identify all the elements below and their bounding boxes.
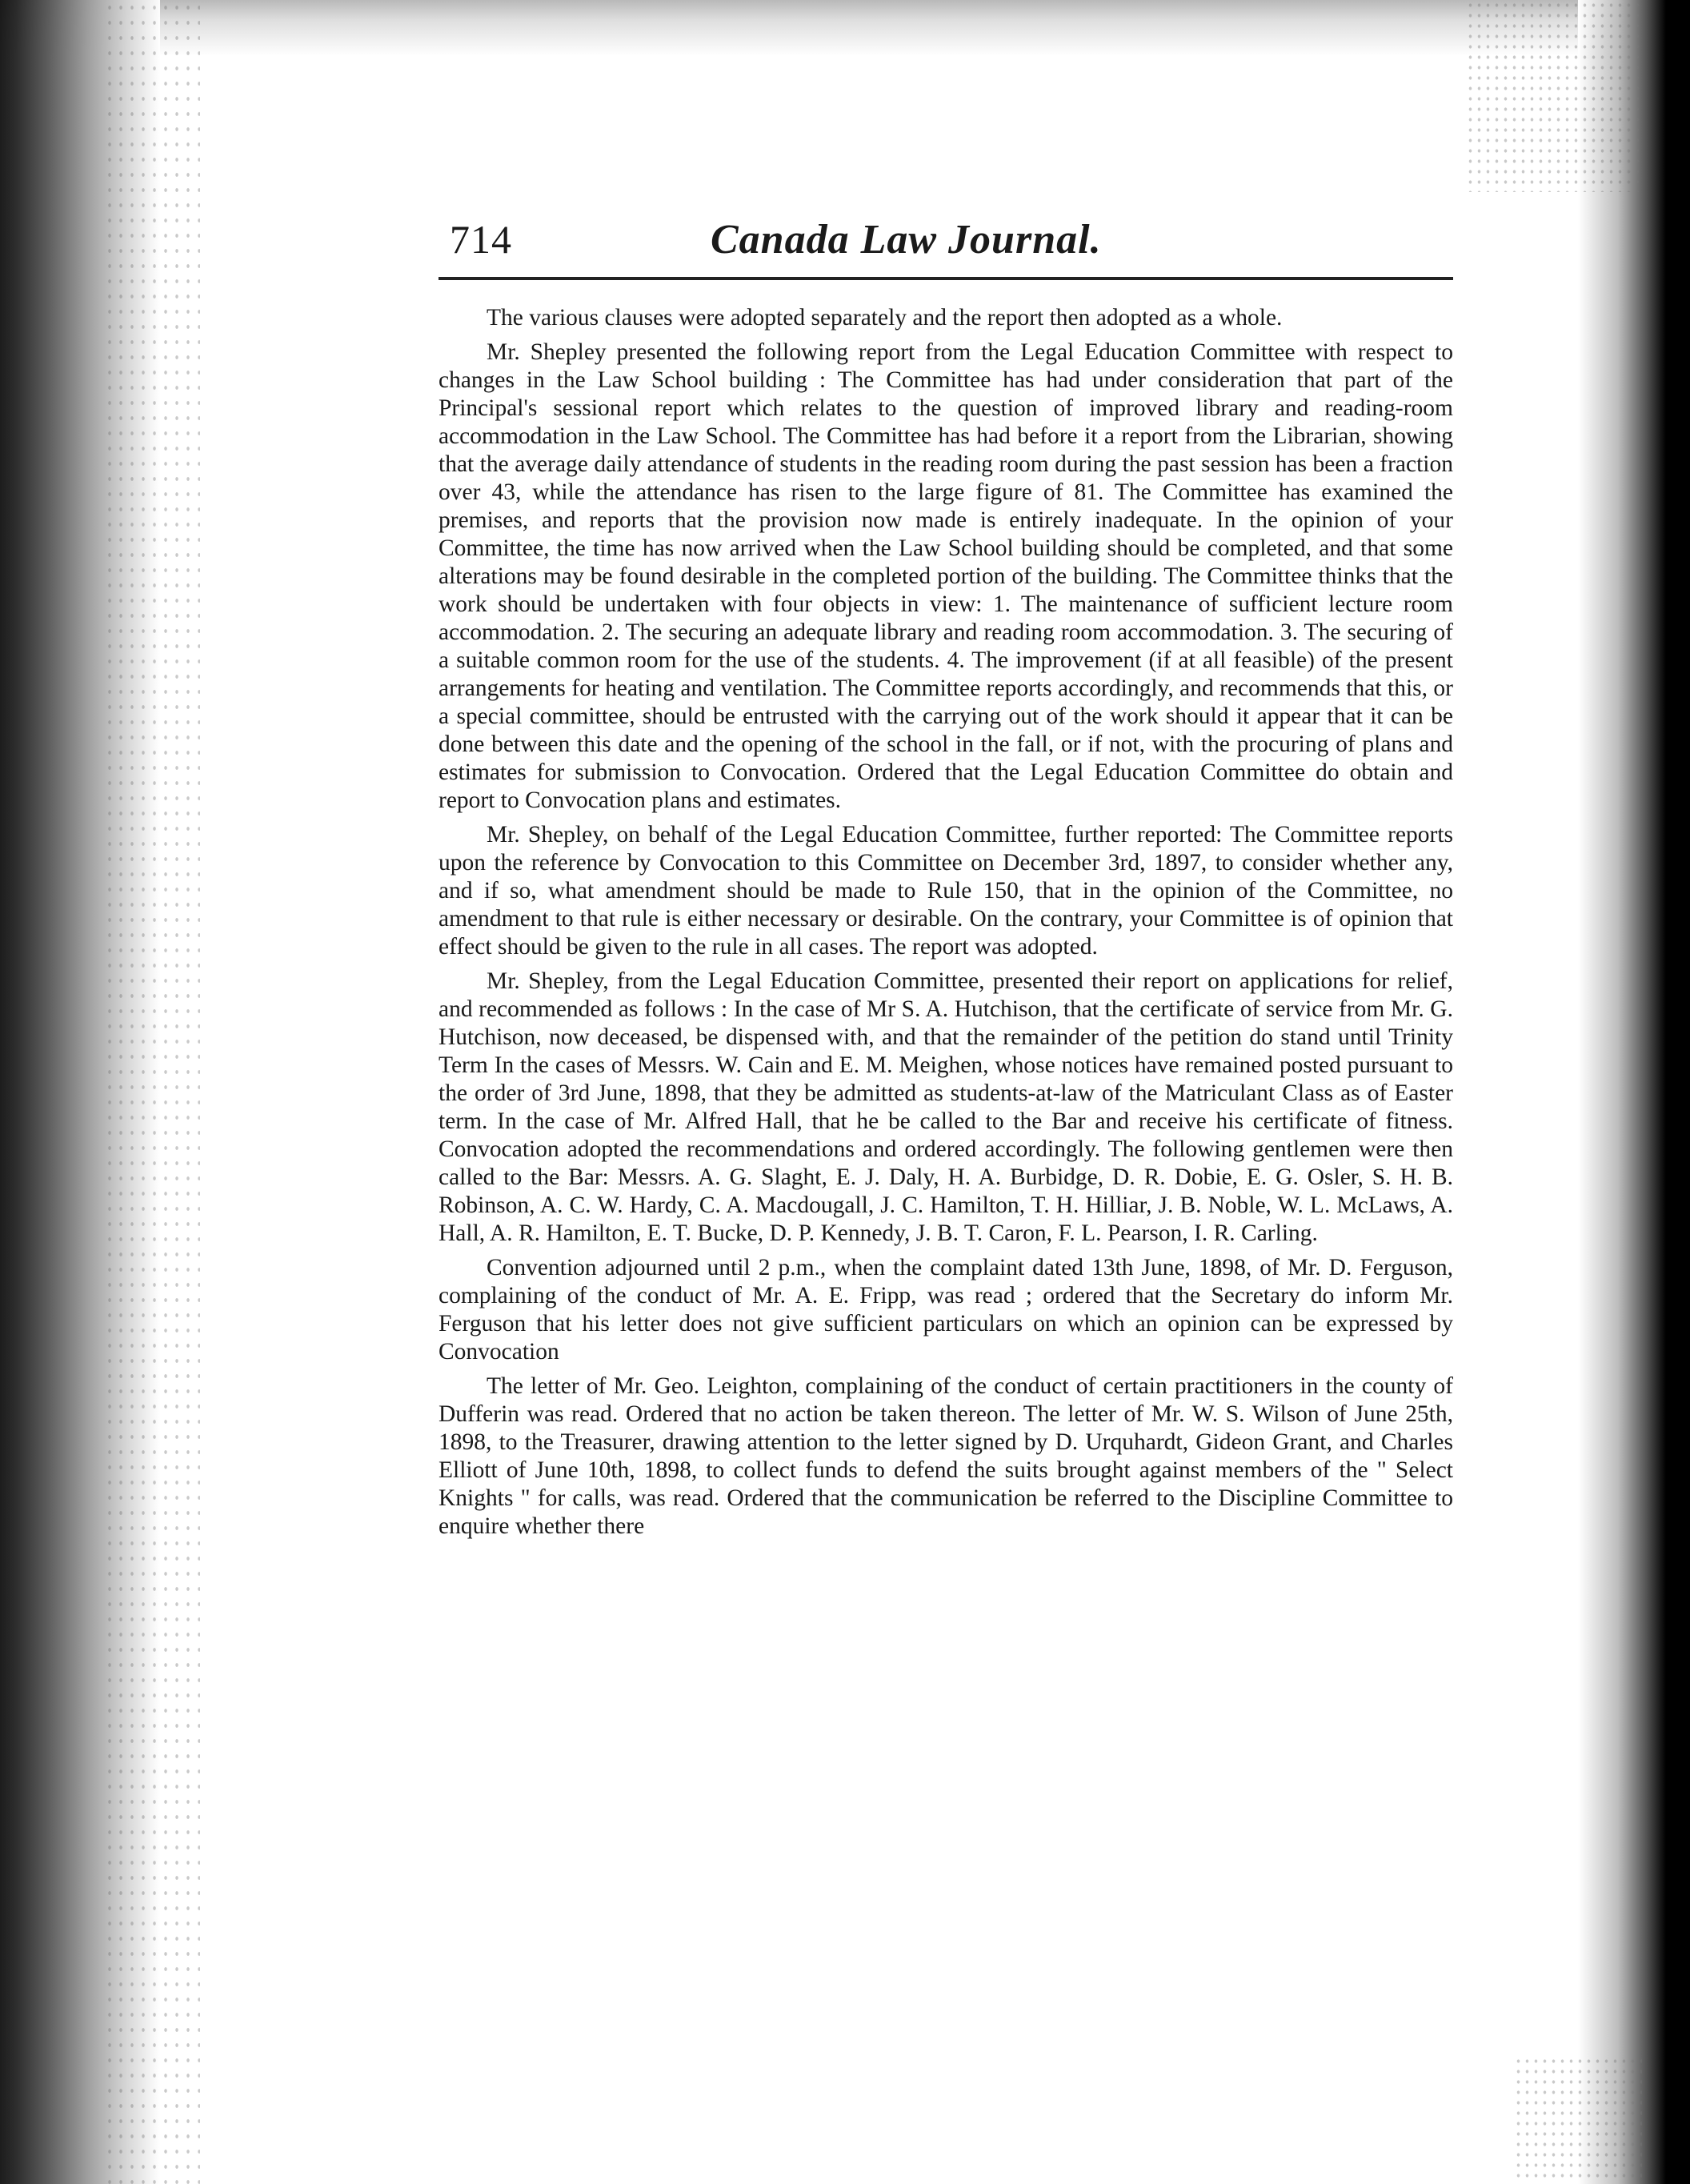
scan-edge-top (0, 0, 1690, 56)
scan-noise-bottom-right (1514, 2056, 1642, 2184)
page-number: 714 (450, 217, 512, 262)
paragraph-leighton-letter: The letter of Mr. Geo. Leighton, complaining of the conduct of certain practitioners in the county of Dufferin was read. Ordered that no action be taken thereon. The letter of Mr. W. S. Wilson of June 25th, 1898, to the Treasurer, drawing attention to the letter signed by D. Urquhardt, Gideon Grant, and Charles Elliott of June 10th, 1898, to collect funds to defend the suits brought against members of the " Select Knights " for calls, was read. Ordered that the communication be referred to the Discipline Committee to enquire whether there (439, 1373, 1453, 1539)
scan-noise-top-right (1466, 0, 1642, 192)
paragraph-rule-150: Mr. Shepley, on behalf of the Legal Education Committee, further reported: The Committee reports upon the reference by Convocation to this Committee on December 3rd, 1897, to consider whether any, and if so, what amendment should be made to Rule 150, that in the opinion of the Committee, no amendment to that rule is either necessary or desirable. On the contrary, your Committee is of opinion that effect should be given to the rule in all cases. The report was adopted. (439, 822, 1453, 960)
scan-edge-right (1578, 0, 1690, 2184)
body-text (439, 304, 1453, 1547)
header-rule (439, 277, 1453, 280)
journal-title: Canada Law Journal. (711, 217, 1102, 262)
paragraph-law-school-building: Mr. Shepley presented the following report from the Legal Education Committee with respect to changes in the Law School building : The Committee has had under consideration that part of the Principal's sessional report which relates to the question of improved library and reading-room accommodation in the Law School. The Committee has had before it a report from the Librarian, showing that the average daily attendance of students in the reading room during the past session has been a fraction over 43, while the attendance has risen to the large figure of 81. The Committee has examined the premises, and reports that the provision now made is entirely inadequate. In the opinion of your Committee, the time has now arrived when the Law School building should be completed, and that some alterations may be found desirable in the completed portion of the building. The Committee thinks that the work should be undertaken with four objects in view: 1. The maintenance of sufficient lecture room accommodation. 2. The securing an adequate library and reading room accommodation. 3. The securing of a suitable common room for the use of the students. 4. The improvement (if at all feasible) of the present arrangements for heating and ventilation. The Committee reports accordingly, and recommends that this, or a special committee, should be entrusted with the carrying out of the work should it appear that it can be done between this date and the opening of the school in the fall, or if not, with the procuring of plans and estimates for submission to Convocation. Ordered that the Legal Education Committee do obtain and report to Convocation plans and estimates. (439, 339, 1453, 813)
paragraph-ferguson-complaint: Convention adjourned until 2 p.m., when the complaint dated 13th June, 1898, of Mr. D. Ferguson, complaining of the conduct of Mr. A. E. Fripp, was read ; ordered that the Secretary do inform Mr. Ferguson that his letter does not give sufficient particulars on which an opinion can be expressed by Convocation (439, 1255, 1453, 1364)
scan-noise-left (104, 0, 200, 2184)
running-head (439, 216, 1453, 272)
paragraph-clauses-adopted: The various clauses were adopted separately and the report then adopted as a whole. (487, 305, 1283, 331)
paragraph-applications-for-relief: Mr. Shepley, from the Legal Education Committee, presented their report on applications for relief, and recommended as follows : In the case of Mr S. A. Hutchison, that the certificate of service from Mr. G. Hutchison, now deceased, be dispensed with, and that the remainder of the petition do stand until Trinity Term In the cases of Messrs. W. Cain and E. M. Meighen, whose notices have remained posted pursuant to the order of 3rd June, 1898, that they be admitted as students-at-law of the Matriculant Class as of Easter term. In the case of Mr. Alfred Hall, that he be called to the Bar and receive his certificate of fitness. Convocation adopted the recommendations and ordered accordingly. The following gentlemen were then called to the Bar: Messrs. A. G. Slaght, E. J. Daly, H. A. Burbidge, D. R. Dobie, E. G. Osler, S. H. B. Robinson, A. C. W. Hardy, C. A. Macdougall, J. C. Hamilton, T. H. Hilliar, J. B. Noble, W. L. McLaws, A. Hall, A. R. Hamilton, E. T. Bucke, D. P. Kennedy, J. B. T. Caron, F. L. Pearson, I. R. Carling. (439, 968, 1453, 1246)
journal-page (439, 216, 1453, 1539)
